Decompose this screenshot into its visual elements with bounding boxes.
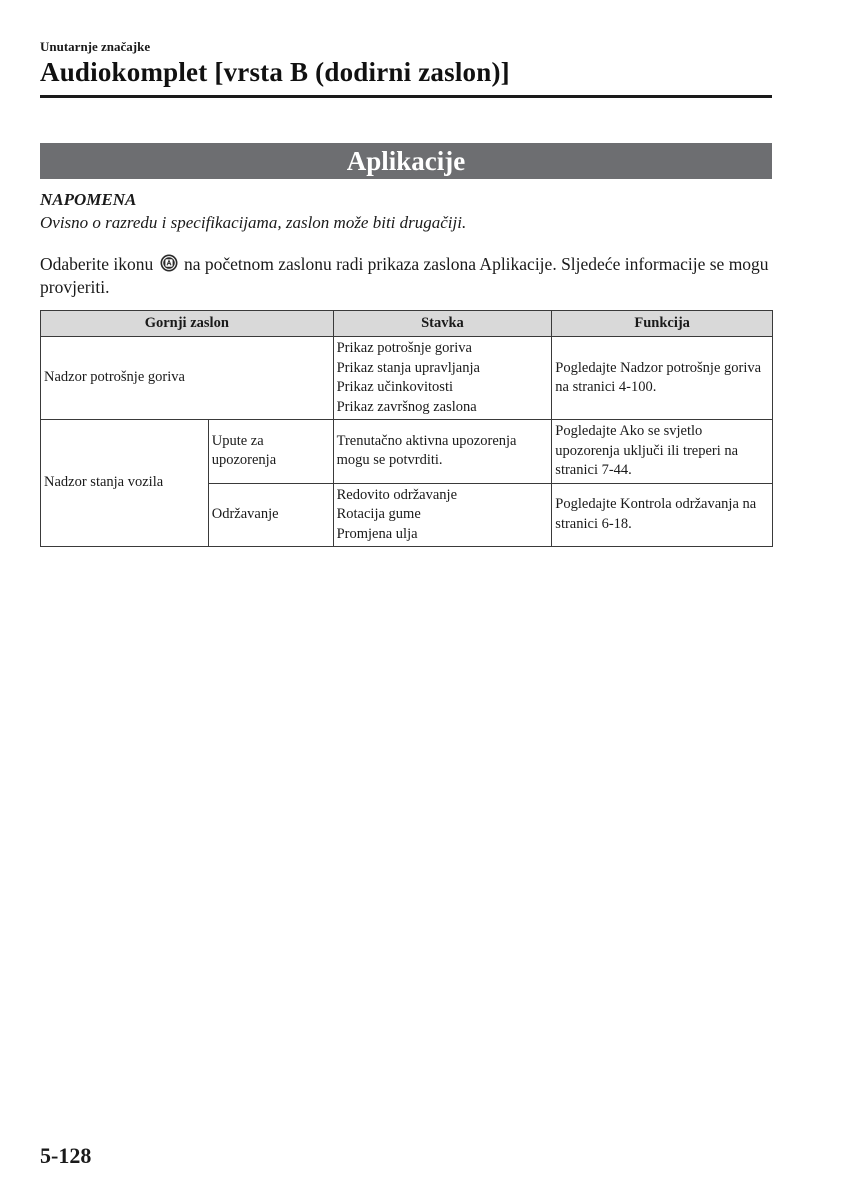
cell-fuel-function: Pogledajte Nadzor potrošnje goriva na stranici 4-100.: [552, 337, 773, 420]
table-row: [41, 337, 773, 420]
intro-text-before-icon: Odaberite ikonu: [40, 254, 154, 274]
list-item: Trenutačno aktivna upozorenja mogu se potvrditi.: [336, 432, 517, 469]
header-top-screen: Gornji zaslon: [41, 311, 334, 337]
page-number: 5-128: [40, 1143, 92, 1168]
applications-icon: [160, 254, 178, 272]
intro-text-after-icon: na početnom zaslonu radi prikaza zaslona Aplikacije. Sljedeće informacije se mogu provjeriti.: [40, 254, 769, 297]
title-rule: [40, 95, 772, 98]
list-item: Promjena ulja: [336, 525, 418, 542]
cell-maintenance-function: Pogledajte Kontrola održavanja na stranici 6-18.: [552, 483, 773, 547]
cell-fuel-items: [333, 337, 552, 420]
note-heading: NAPOMENA: [40, 190, 137, 209]
table-row: [41, 420, 773, 484]
intro-paragraph: [40, 253, 772, 299]
list-item: Redovito održavanje: [336, 486, 457, 503]
cell-fuel-monitor: Nadzor potrošnje goriva: [41, 337, 334, 420]
list-item: Prikaz završnog zaslona: [336, 398, 477, 415]
list-item: Prikaz potrošnje goriva: [336, 340, 472, 356]
list-item: Prikaz stanja upravljanja: [336, 359, 480, 376]
table-header-row: [41, 311, 773, 337]
cell-maintenance-sub: Održavanje: [208, 483, 333, 547]
cell-warnings-function: Pogledajte Ako se svjetlo upozorenja uključi ili treperi na stranici 7-44.: [552, 420, 773, 484]
header-item: Stavka: [333, 311, 552, 337]
applications-table: [40, 310, 773, 547]
section-banner: Aplikacije: [40, 143, 772, 179]
list-item: Prikaz učinkovitosti: [336, 379, 453, 395]
header-function: Funkcija: [552, 311, 773, 337]
chapter-title: Audiokomplet [vrsta B (dodirni zaslon)]: [40, 57, 510, 87]
list-item: Rotacija gume: [336, 506, 421, 522]
note-text: Ovisno o razredu i specifikacijama, zaslon može biti drugačiji.: [40, 213, 467, 232]
cell-warnings-items: [333, 420, 552, 484]
section-label: Unutarnje značajke: [40, 39, 151, 54]
cell-vehicle-monitor: Nadzor stanja vozila: [41, 420, 209, 547]
cell-maintenance-items: [333, 483, 552, 547]
cell-warnings-sub: Upute za upozorenja: [208, 420, 333, 484]
